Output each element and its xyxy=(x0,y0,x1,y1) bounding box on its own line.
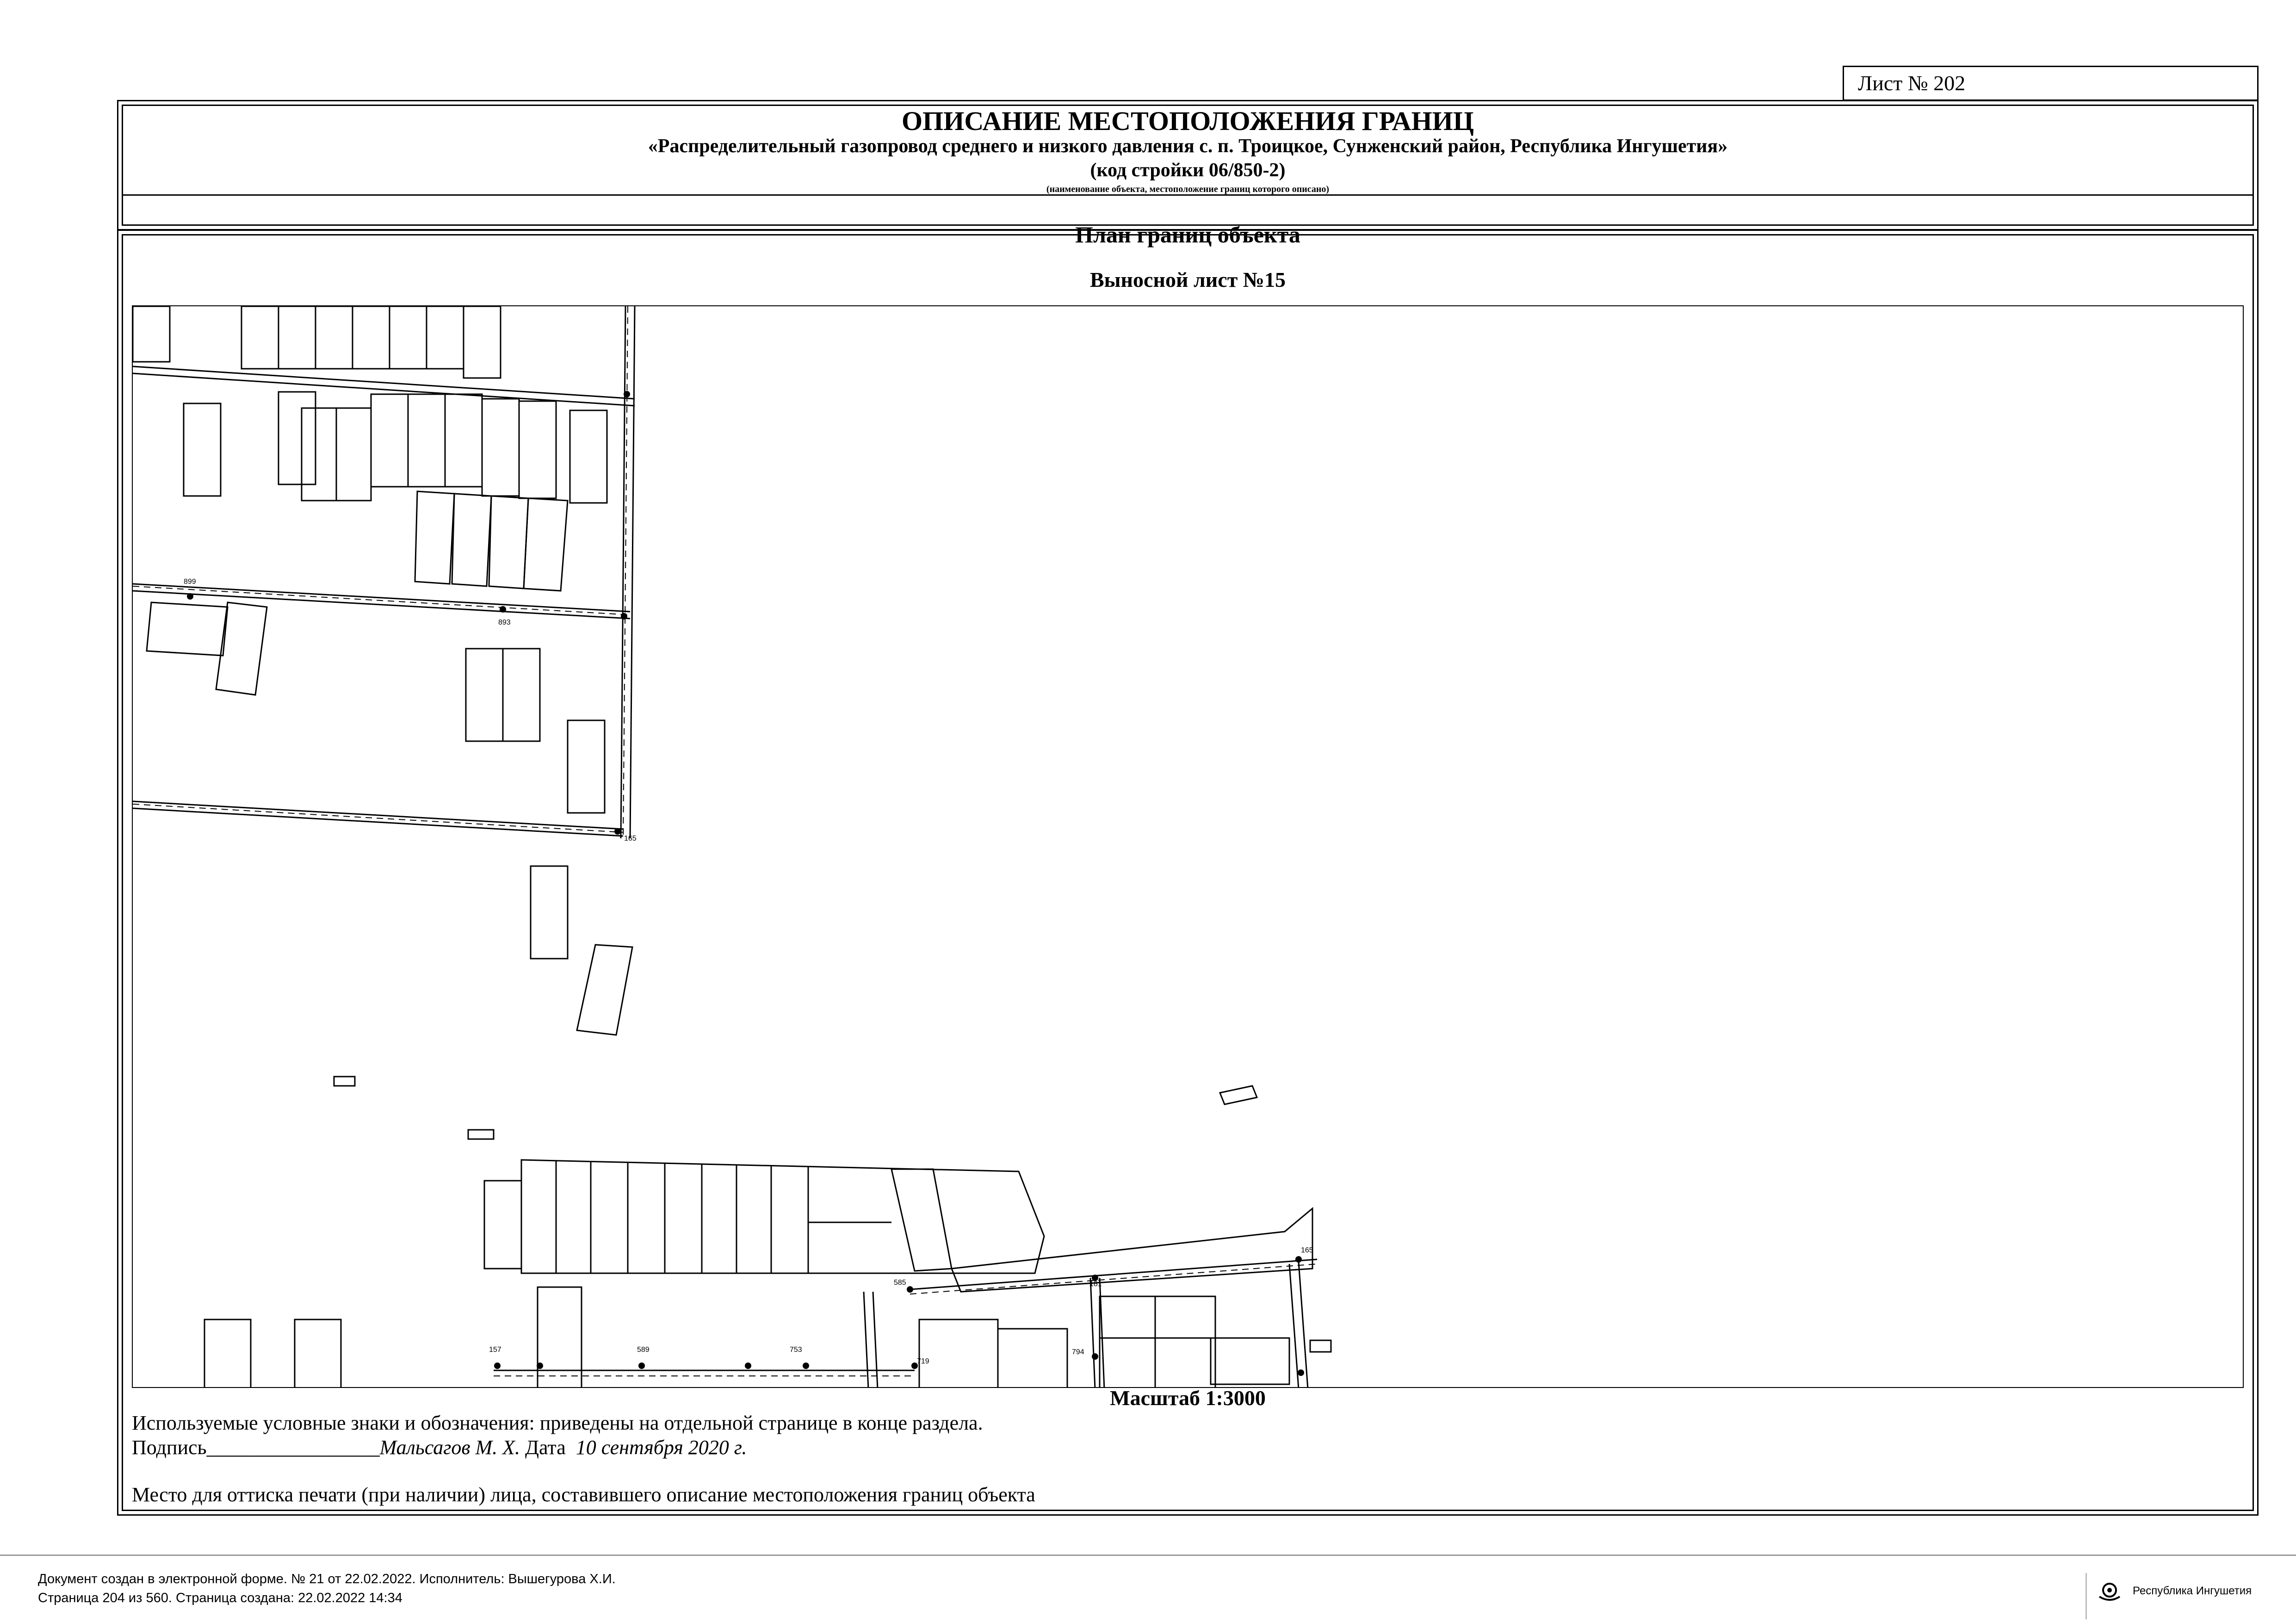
emblem-icon xyxy=(2096,1580,2123,1603)
point-label: 165 xyxy=(1301,1246,1313,1254)
point-label: 165 xyxy=(624,835,637,842)
footer-line-2: Страница 204 из 560. Страница создана: 22.02.2022 14:34 xyxy=(38,1591,402,1605)
footer-org: Республика Ингушетия xyxy=(2133,1585,2252,1597)
point-label: 753 xyxy=(790,1346,802,1354)
footer-line-1: Документ создан в электронной форме. № 21 от 22.02.2022. Исполнитель: Вышегурова Х.И. xyxy=(38,1572,616,1586)
stamp-note: Место для оттиска печати (при наличии) лица, составившего описание местоположения границ объекта xyxy=(132,1483,1035,1506)
object-caption: (наименование объекта, местоположение границ которого описано) xyxy=(1046,184,1330,194)
cadastral-plan xyxy=(133,306,2244,1388)
plan-subtitle: Выносной лист №15 xyxy=(1089,268,1286,291)
date-label: Дата xyxy=(525,1436,566,1459)
signature-label: Подпись xyxy=(132,1436,207,1459)
document-title: ОПИСАНИЕ МЕСТОПОЛОЖЕНИЯ ГРАНИЦ xyxy=(901,106,1474,136)
legend-note: Используемые условные знаки и обозначения: приведены на отдельной странице в конце раздела. xyxy=(132,1412,983,1434)
plan-title: План границ объекта xyxy=(1075,222,1300,248)
signer-name: Мальсагов М. Х. xyxy=(379,1436,520,1459)
point-label: 794 xyxy=(1072,1348,1084,1356)
construction-code: (код стройки 06/850-2) xyxy=(1090,160,1286,181)
point-label: 157 xyxy=(489,1346,501,1354)
point-label: 719 xyxy=(917,1357,929,1365)
point-label: 181 xyxy=(1089,1280,1102,1288)
object-name: «Распределительный газопровод среднего и низкого давления с. п. Троицкое, Сунженский район, Республика Ингушетия» xyxy=(648,136,1728,157)
sheet-number: Лист № 202 xyxy=(1843,66,2259,101)
footer-divider xyxy=(0,1555,2296,1556)
footer-separator xyxy=(2086,1573,2087,1619)
signature-date: 10 сентября 2020 г. xyxy=(576,1436,747,1459)
point-label: 899 xyxy=(184,578,196,586)
point-label: 589 xyxy=(637,1346,650,1354)
point-label: 585 xyxy=(894,1279,906,1287)
point-label: 893 xyxy=(498,619,511,626)
signature-line: _________________ xyxy=(206,1436,380,1459)
map-scale: Масштаб 1:3000 xyxy=(1110,1386,1266,1410)
boundary-map xyxy=(132,305,2244,1388)
signature-row xyxy=(132,1436,747,1459)
